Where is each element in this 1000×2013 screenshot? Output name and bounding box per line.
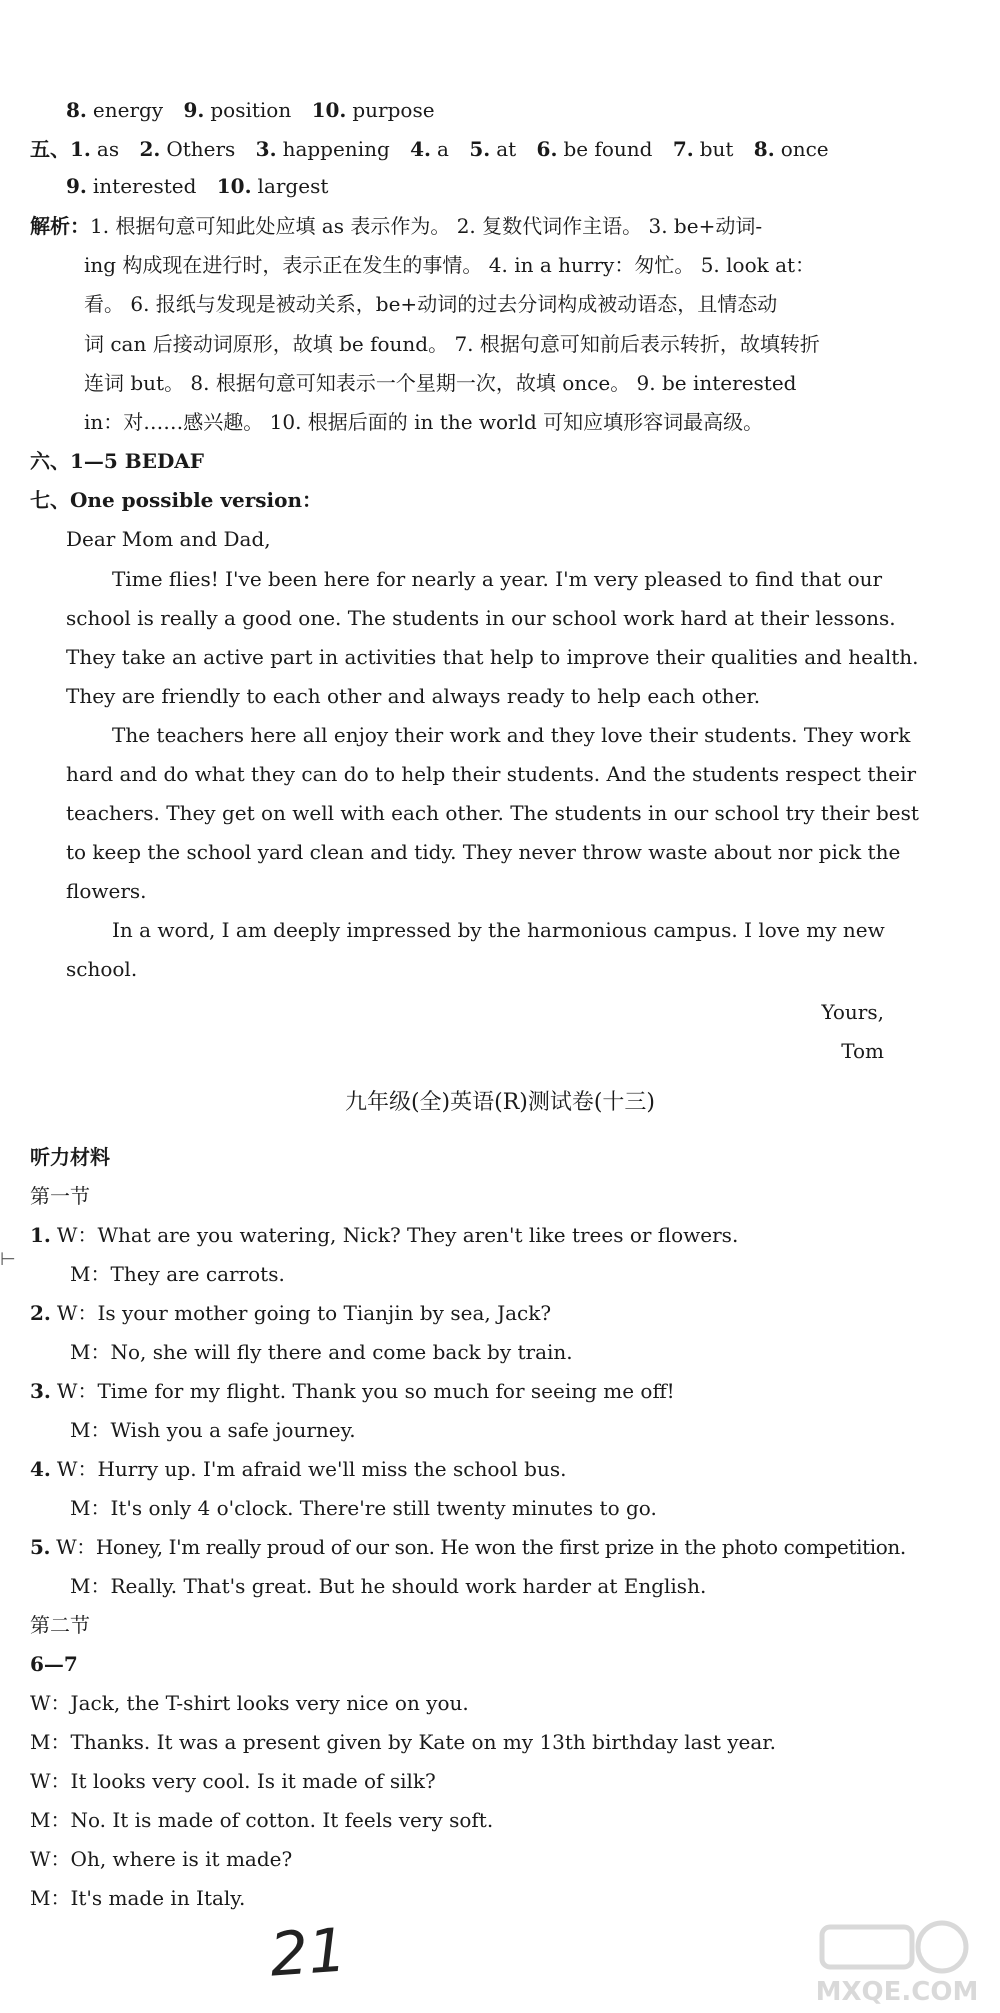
section6-line: 六、1—5 BEDAF (30, 449, 205, 473)
analysis-label: 解析： (30, 214, 90, 238)
section6-label: 六、 (30, 449, 70, 473)
letter-line: They are friendly to each other and always ready to help each other. (66, 684, 761, 708)
letter-line: flowers. (66, 879, 147, 903)
letter-signature: Tom (841, 1039, 884, 1063)
analysis-line-6: in：对……感兴趣。 10. 根据后面的 in the world 可知应填形容词最高级。 (84, 410, 764, 434)
test-title: 九年级(全)英语(R)测试卷(十三) (344, 1090, 656, 1115)
letter-line: Time flies! I've been here for nearly a year. I'm very pleased to find that our (112, 567, 883, 591)
letter-salutation: Dear Mom and Dad, (66, 527, 271, 551)
dialogue-line: 4. W：Hurry up. I'm afraid we'll miss the school bus. (30, 1457, 567, 1481)
dialogue-line: M：No, she will fly there and come back by train. (70, 1340, 573, 1364)
analysis-line-2: ing 构成现在进行时，表示正在发生的事情。 4. in a hurry：匆忙。 5. look at： (84, 253, 816, 277)
part1-heading: 第一节 (30, 1184, 90, 1208)
letter-line: to keep the school yard clean and tidy. They never throw waste about nor pick the (66, 840, 901, 864)
handwritten-page-number: 21 (267, 1915, 349, 1991)
conversation-line: W：Oh, where is it made? (30, 1847, 293, 1871)
section7-label: 七、 (30, 488, 70, 512)
conversation-line: M：No. It is made of cotton. It feels very soft. (30, 1808, 494, 1832)
letter-line: school is really a good one. The students in our school work hard at their lessons. (66, 606, 896, 630)
letter-line: hard and do what they can do to help their students. And the students respect their (66, 762, 917, 786)
answers-line-8-10: 8. energy 9. position 10. purpose (66, 98, 435, 122)
conversation-line: W：Jack, the T-shirt looks very nice on you. (30, 1691, 469, 1715)
letter-line: teachers. They get on well with each other. The students in our school try their best (66, 801, 919, 825)
watermark-text: MXQE.COM (815, 1977, 979, 2007)
analysis-line-1: 解析：1. 根据句意可知此处应填 as 表示作为。 2. 复数代词作主语。 3. be+动词- (30, 214, 763, 238)
conversation-line: W：It looks very cool. Is it made of silk? (30, 1769, 436, 1793)
dialogue-line: 5. W：Honey, I'm really proud of our son. He won the first prize in the photo competition. (30, 1535, 906, 1559)
analysis-line-3: 看。 6. 报纸与发现是被动关系，be+动词的过去分词构成被动语态，且情态动 (84, 292, 778, 316)
analysis-line-4: 词 can 后接动词原形，故填 be found。 7. 根据句意可知前后表示转折，故填转折 (84, 332, 820, 356)
analysis-line-5: 连词 but。 8. 根据句意可知表示一个星期一次，故填 once。 9. be interested (84, 371, 797, 395)
letter-line: In a word, I am deeply impressed by the harmonious campus. I love my new (112, 918, 885, 942)
letter-line: school. (66, 957, 138, 981)
section7-line: 七、One possible version： (30, 488, 322, 512)
letter-closing: Yours, (821, 1000, 884, 1024)
listening-heading: 听力材料 (30, 1145, 110, 1169)
dialogue-line: M：Really. That's great. But he should work harder at English. (70, 1574, 707, 1598)
dialogue-line: 2. W：Is your mother going to Tianjin by sea, Jack? (30, 1301, 552, 1325)
dialogue-line: M：It's only 4 o'clock. There're still twenty minutes to go. (70, 1496, 657, 1520)
letter-line: They take an active part in activities that help to improve their qualities and health. (66, 645, 919, 669)
letter-line: The teachers here all enjoy their work and they love their students. They work (112, 723, 911, 747)
section5-line2: 9. interested 10. largest (66, 174, 329, 198)
section5-line1: 五、1. as 2. Others 3. happening 4. a 5. at 6. be found 7. but 8. once (30, 137, 829, 161)
part2-heading: 第二节 (30, 1613, 90, 1637)
watermark-logo (802, 1917, 992, 2007)
conversation-line: M：Thanks. It was a present given by Kate on my 13th birthday last year. (30, 1730, 776, 1754)
dialogue-line: M：They are carrots. (70, 1262, 285, 1286)
question-range: 6—7 (30, 1652, 78, 1676)
conversation-line: M：It's made in Italy. (30, 1886, 246, 1910)
dialogue-line: M：Wish you a safe journey. (70, 1418, 356, 1442)
margin-mark: ⊢ (0, 1249, 16, 1270)
dialogue-line: 3. W：Time for my flight. Thank you so much for seeing me off! (30, 1379, 675, 1403)
watermark-icon (802, 1917, 992, 1977)
section5-label: 五、 (30, 137, 70, 161)
dialogue-line: 1. W：What are you watering, Nick? They aren't like trees or flowers. (30, 1223, 739, 1247)
